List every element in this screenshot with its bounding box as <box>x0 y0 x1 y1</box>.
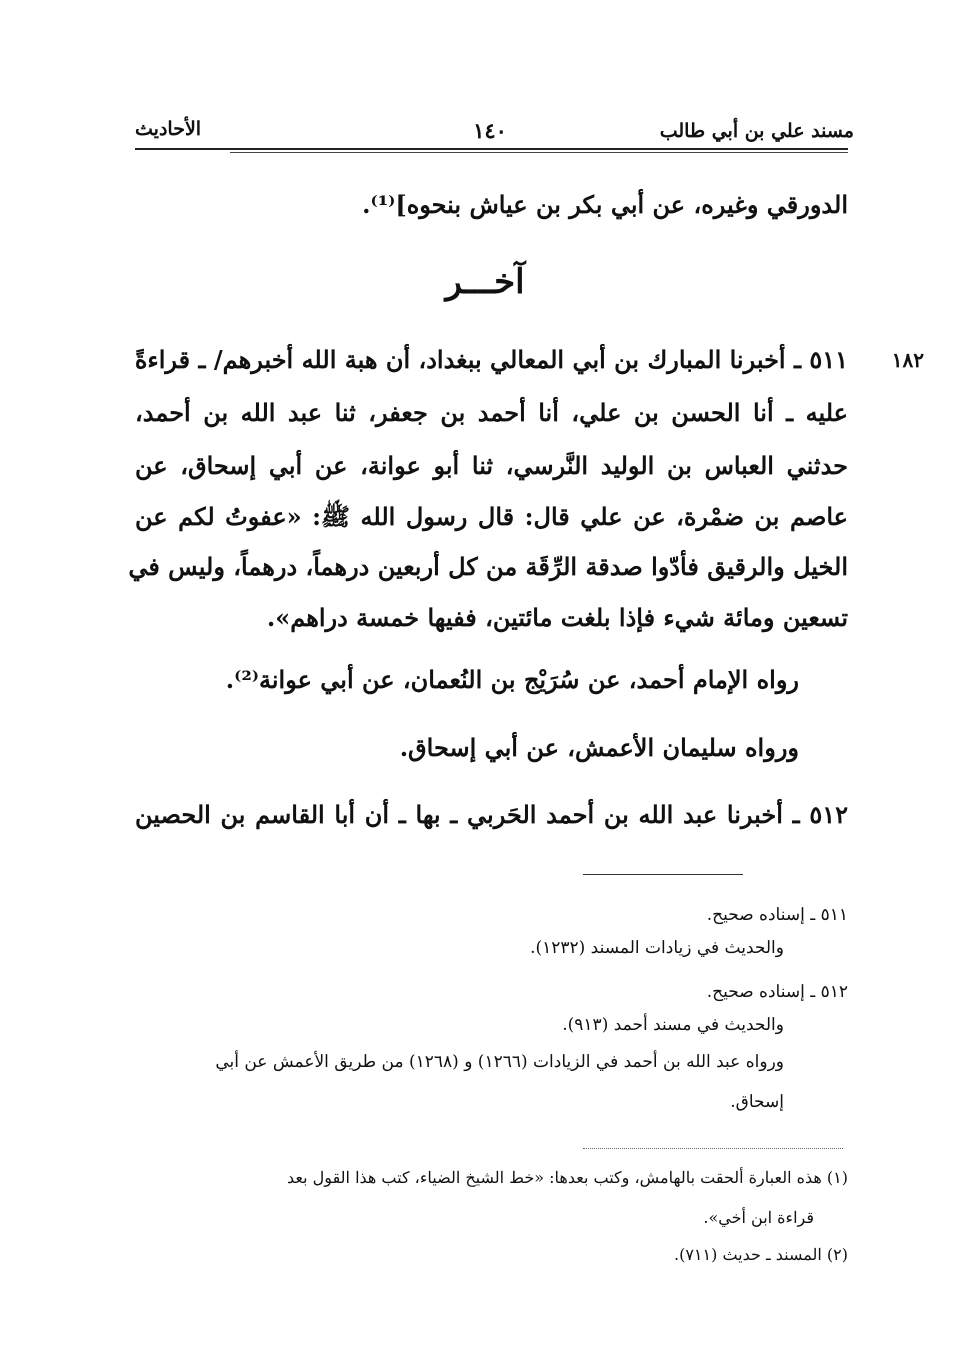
header-rule-secondary <box>230 152 848 153</box>
narration-amash: ورواه سليمان الأعمش، عن أبي إسحاق. <box>399 733 799 762</box>
hadith-511-line-3: حدثني العباس بن الوليد النَّرسي، ثنا أبو عوانة، عن أبي إسحاق، عن <box>135 451 849 480</box>
page-number: ١٤٠ <box>473 118 507 143</box>
hadith-511-line-2: عليه ـ أنا الحسن بن علي، أنا أحمد بن جعفر، ثنا عبد الله بن أحمد، <box>135 398 848 427</box>
hadith-511-line-5: الخيل والرقيق فأدّوا صدقة الرِّقَة من كل أربعين درهماً، درهماً، وليس في <box>128 552 848 581</box>
margin-page-number: ١٨٢ <box>891 348 924 372</box>
narration-ahmad: رواه الإمام أحمد، عن سُرَيْج بن النُعمان، عن أبي عوانة⁽²⁾. <box>225 665 799 694</box>
hadith-511-line-1: ٥١١ ـ أخبرنا المبارك بن أبي المعالي ببغداد، أن هبة الله أخبرهم/ ـ قراءةً <box>134 345 848 374</box>
footnote-1-line-1: (١) هذه العبارة ألحقت بالهامش، وكتب بعدها: «خط الشيخ الضياء، كتب هذا القول بعد <box>287 1168 848 1187</box>
footnote-1-line-2: قراءة ابن أخي». <box>703 1208 814 1227</box>
note-512-additional-1: ورواه عبد الله بن أحمد في الزيادات (١٢٦٦) و (١٢٦٨) من طريق الأعمش عن أبي <box>215 1052 784 1072</box>
note-512-additional-2: إسحاق. <box>730 1092 784 1112</box>
footnote-2: (٢) المسند ـ حديث (٧١١). <box>674 1245 848 1264</box>
intro-line: الدورقي وغيره، عن أبي بكر بن عياش بنحوه]⁽¹⁾. <box>362 190 848 219</box>
notes-divider <box>583 874 743 875</box>
note-512-source: والحديث في مسند أحمد (٩١٣). <box>562 1015 784 1035</box>
hadith-511-line-6: تسعين ومائة شيء فإذا بلغت مائتين، ففيها خمسة دراهم». <box>266 603 848 632</box>
note-511-isnad: ٥١١ ـ إسناده صحيح. <box>706 905 848 925</box>
note-511-source: والحديث في زيادات المسند (١٢٣٢). <box>530 938 784 958</box>
header-rule <box>135 148 848 150</box>
heading-akhar: آخـــر <box>445 262 525 302</box>
book-title: مسند علي بن أبي طالب <box>659 120 854 142</box>
note-512-isnad: ٥١٢ ـ إسناده صحيح. <box>706 982 848 1002</box>
hadith-511-line-4: عاصم بن ضمْرة، عن علي قال: قال رسول الله ﷺ: «عفوتُ لكم عن <box>135 502 848 531</box>
section-title: الأحاديث <box>135 118 202 140</box>
footnotes-divider <box>583 1148 843 1149</box>
hadith-512-line-1: ٥١٢ ـ أخبرنا عبد الله بن أحمد الحَربي ـ بها ـ أن أبا القاسم بن الحصين <box>135 800 849 829</box>
